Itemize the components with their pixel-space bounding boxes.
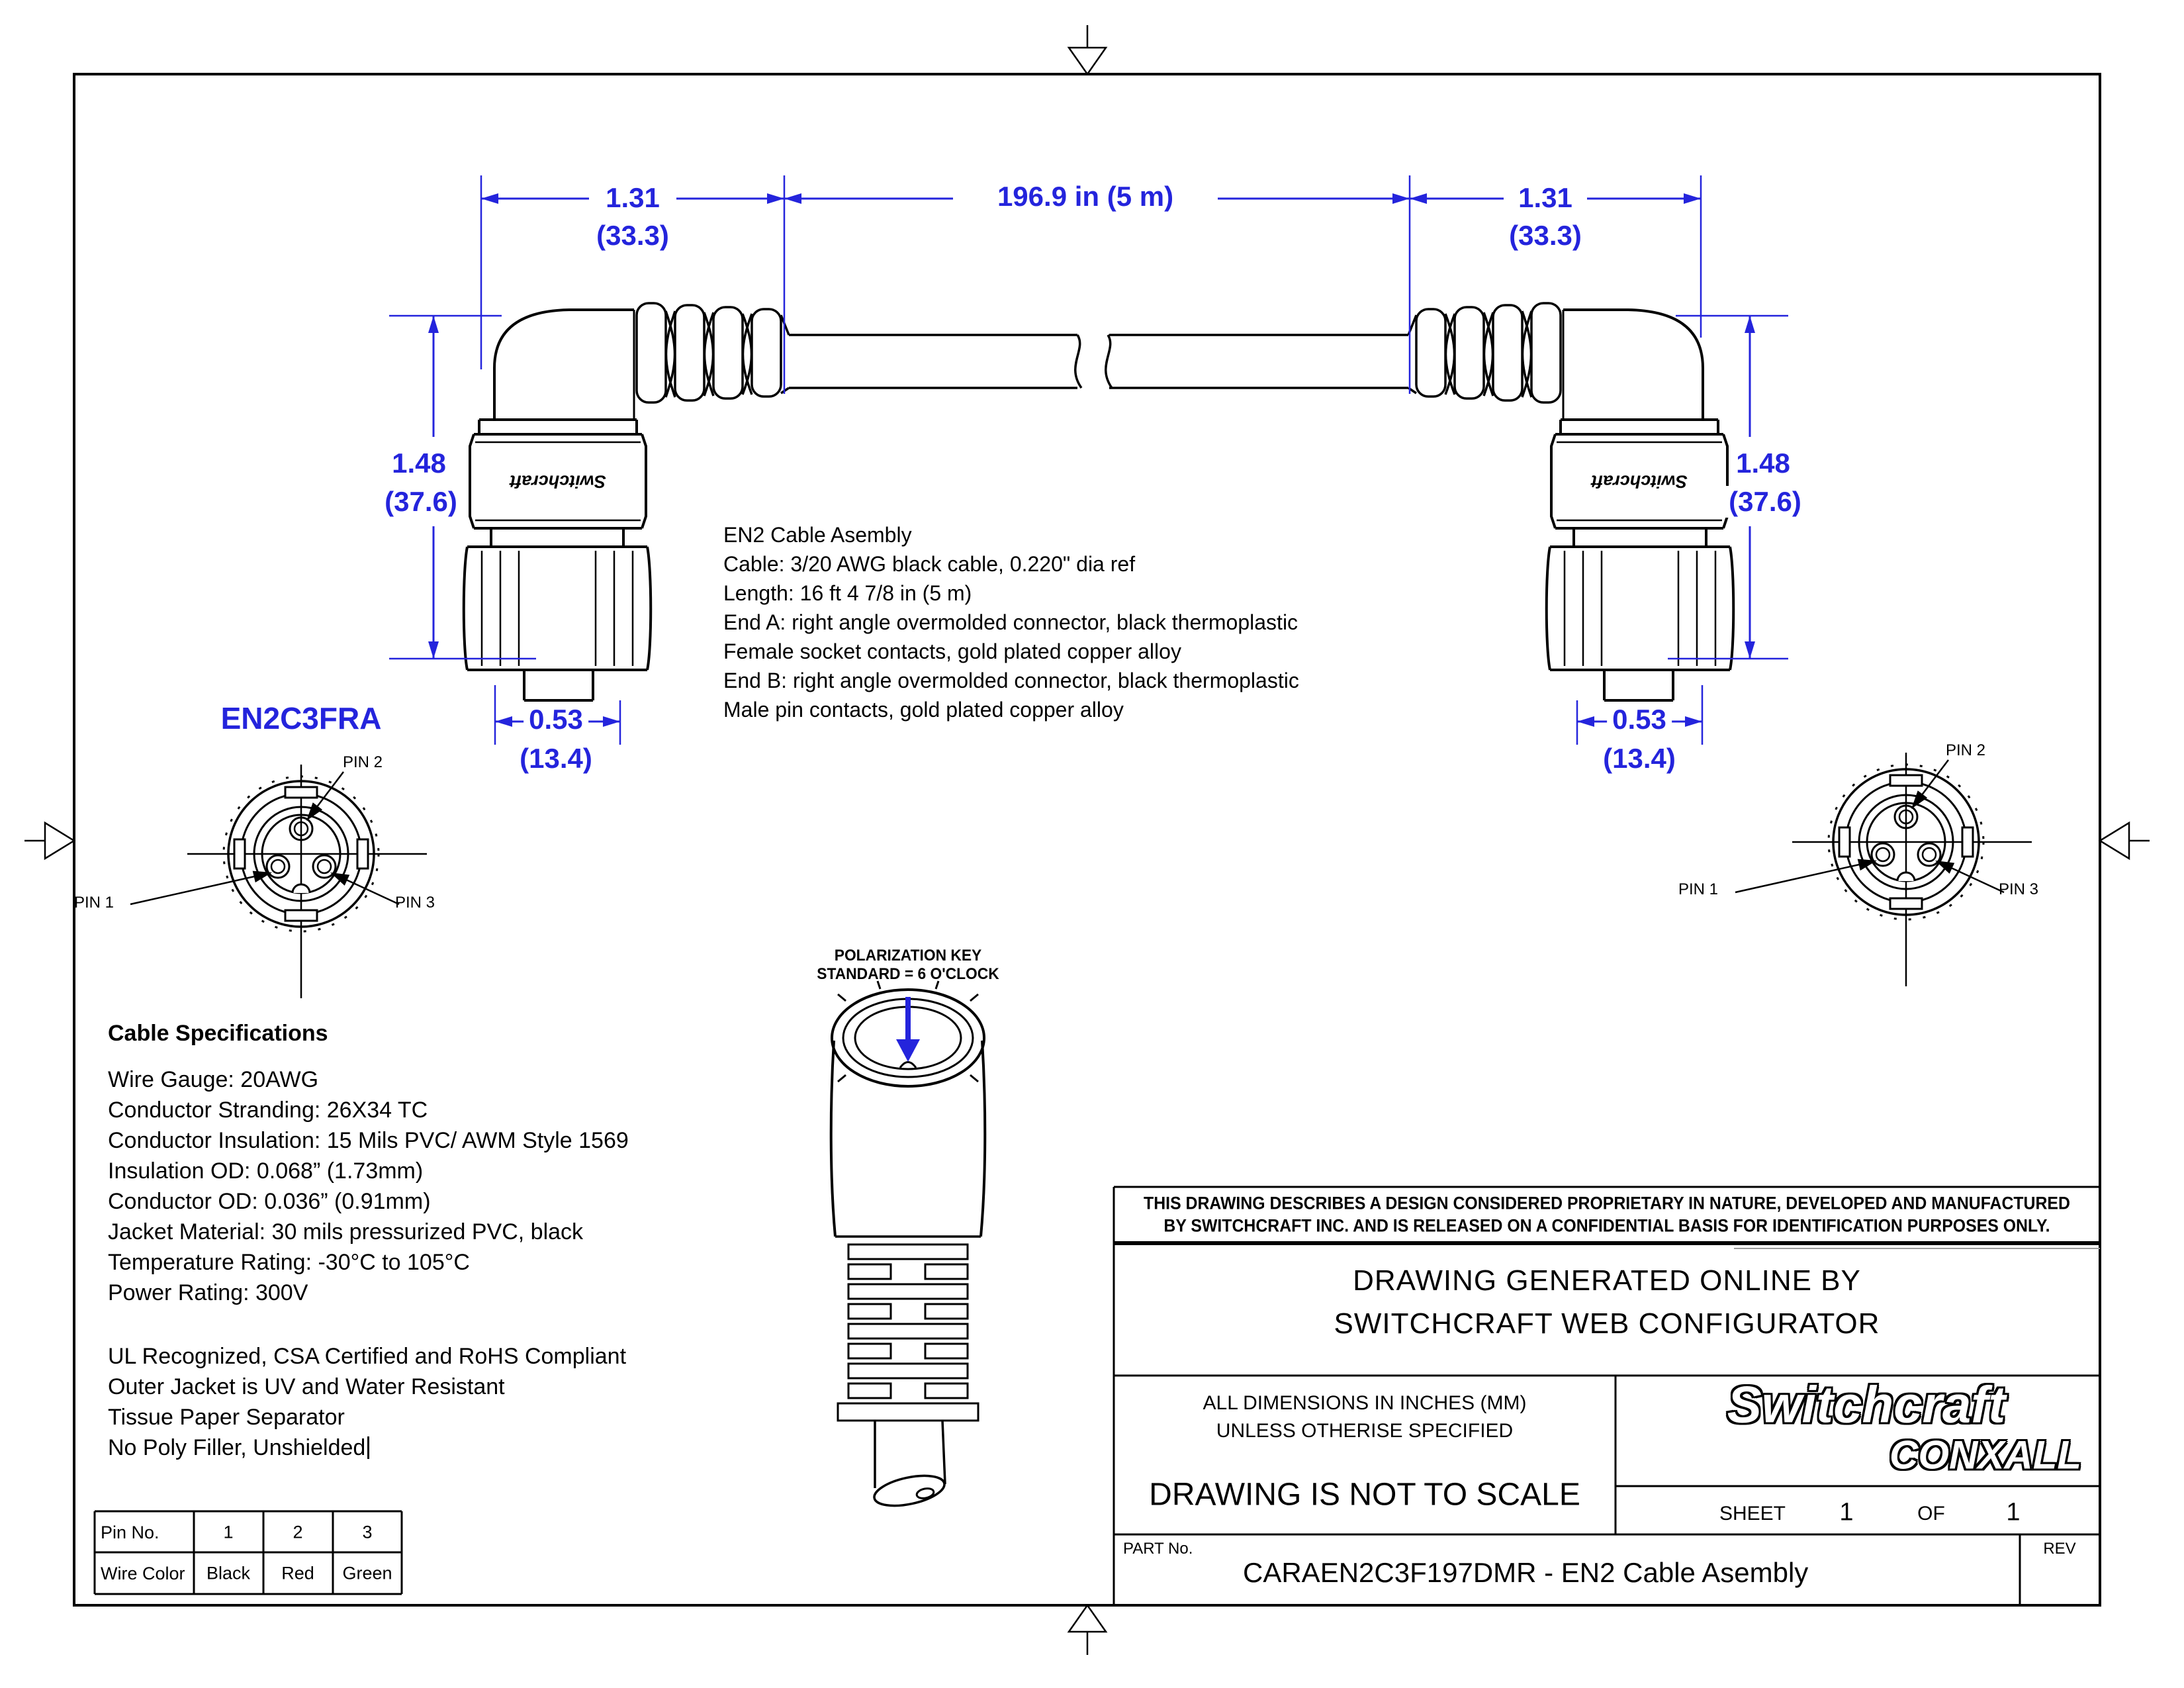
conxall-logo: CONXALL — [1889, 1432, 2081, 1477]
end-a-pin-face — [130, 765, 427, 998]
dim-end-a-length-mm: (33.3) — [591, 220, 674, 252]
spec-line: Power Rating: 300V — [108, 1280, 308, 1305]
description-line: Female socket contacts, gold plated copper alloy — [723, 639, 1181, 663]
sheet-label: SHEET — [1719, 1503, 1786, 1524]
polarization-note — [817, 947, 999, 984]
dim-end-a-tip-in: 0.53 — [523, 704, 588, 735]
dim-end-b-length-in: 1.31 — [1513, 182, 1578, 214]
spec-line: Conductor Stranding: 26X34 TC — [108, 1098, 428, 1123]
dims-units-note-line2: UNLESS OTHERISE SPECIFIED — [1216, 1420, 1514, 1442]
pin-table-header-wire-color: Wire Color — [101, 1564, 185, 1583]
dims-units-note-line1: ALL DIMENSIONS IN INCHES (MM) — [1203, 1392, 1527, 1414]
cable-break-mark — [1075, 335, 1081, 388]
sheet-of-number: 1 — [2006, 1498, 2021, 1526]
end-a-pin3-label: PIN 3 — [395, 894, 435, 912]
part-number: CARAEN2C3F197DMR - EN2 Cable Asembly — [1243, 1557, 1809, 1588]
cable-run — [789, 335, 1408, 388]
end-a-pin1-label: PIN 1 — [74, 894, 114, 912]
dim-end-b-tip-mm: (13.4) — [1598, 743, 1681, 774]
pin-table-pin-1: 1 — [223, 1522, 234, 1542]
pin-table-header-pin-no: Pin No. — [101, 1523, 159, 1542]
dim-end-b-tip-in: 0.53 — [1607, 704, 1672, 735]
dim-overall-length: 196.9 in (5 m) — [992, 181, 1179, 212]
spec-line: Temperature Rating: -30°C to 105°C — [108, 1250, 470, 1275]
spec-line: Insulation OD: 0.068” (1.73mm) — [108, 1158, 424, 1184]
description-line: EN2 Cable Asembly — [723, 523, 912, 547]
rev-label: REV — [2043, 1540, 2076, 1558]
sheet-number: 1 — [1839, 1498, 1854, 1526]
spec-note: UL Recognized, CSA Certified and RoHS Compliant — [108, 1344, 627, 1369]
cable-specs-title: Cable Specifications — [108, 1021, 328, 1046]
generated-by-line1: DRAWING GENERATED ONLINE BY — [1353, 1264, 1861, 1297]
spec-note: Tissue Paper Separator — [108, 1405, 345, 1430]
pin-table-color-3: Green — [342, 1563, 392, 1583]
end-b-pin3-label: PIN 3 — [1999, 880, 2039, 898]
part-no-label: PART No. — [1123, 1540, 1193, 1558]
spec-note: No Poly Filler, Unshielded — [108, 1435, 369, 1461]
polarization-key-view — [831, 981, 985, 1511]
description-line: End B: right angle overmolded connector, black thermoplastic — [723, 669, 1299, 692]
dim-end-b-height-mm: (37.6) — [1723, 486, 1807, 518]
polarization-note-line1: POLARIZATION KEY — [834, 947, 982, 964]
not-to-scale-note: DRAWING IS NOT TO SCALE — [1149, 1477, 1580, 1513]
description-line: Length: 16 ft 4 7/8 in (5 m) — [723, 581, 972, 605]
proprietary-notice-line2: BY SWITCHCRAFT INC. AND IS RELEASED ON A CONFIDENTIAL BASIS FOR IDENTIFICATION PURPOSES ONLY. — [1163, 1215, 2050, 1236]
pin-table-pin-3: 3 — [362, 1522, 373, 1542]
pin-table-color-2: Red — [281, 1563, 314, 1583]
end-b-pin1-label: PIN 1 — [1678, 880, 1719, 898]
pin-table-color-1: Black — [206, 1563, 251, 1583]
spec-line: Conductor OD: 0.036” (0.91mm) — [108, 1189, 431, 1214]
dim-end-a-height-mm: (37.6) — [379, 486, 463, 518]
dim-end-b-height-in: 1.48 — [1731, 447, 1796, 479]
dim-end-a-length-in: 1.31 — [600, 182, 665, 214]
generated-by-line2: SWITCHCRAFT WEB CONFIGURATOR — [1334, 1307, 1880, 1340]
connector-model-label: EN2C3FRA — [220, 701, 382, 735]
end-b-pin2-label: PIN 2 — [1946, 741, 1986, 759]
pin-table-pin-2: 2 — [293, 1522, 303, 1542]
proprietary-notice-line1: THIS DRAWING DESCRIBES A DESIGN CONSIDERED PROPRIETARY IN NATURE, DEVELOPED AND MANUFACTURED — [1144, 1193, 2070, 1213]
description-line: End A: right angle overmolded connector, black thermoplastic — [723, 610, 1298, 634]
molded-brand-text-end-a: Switchcraft — [510, 471, 606, 492]
dim-end-b-length-mm: (33.3) — [1504, 220, 1587, 252]
end-b-connector-side — [1408, 303, 1733, 700]
spec-line: Wire Gauge: 20AWG — [108, 1067, 319, 1092]
end-b-pin-face — [1735, 753, 2032, 986]
dim-end-a-height-in: 1.48 — [387, 447, 451, 479]
switchcraft-logo: Switchcraft — [1727, 1375, 2006, 1434]
spec-line: Jacket Material: 30 mils pressurized PVC, black — [108, 1219, 584, 1244]
cable-break-mark — [1106, 335, 1112, 388]
sheet-of-label: OF — [1917, 1503, 1945, 1524]
end-a-pin2-label: PIN 2 — [343, 753, 383, 771]
molded-brand-text-end-b: Switchcraft — [1591, 471, 1688, 492]
polarization-note-line2: STANDARD = 6 O'CLOCK — [817, 965, 999, 983]
spec-note: Outer Jacket is UV and Water Resistant — [108, 1374, 505, 1399]
dim-end-a-tip-mm: (13.4) — [514, 743, 598, 774]
assembly-description — [723, 520, 1299, 724]
spec-line: Conductor Insulation: 15 Mils PVC/ AWM Style 1569 — [108, 1128, 629, 1153]
description-line: Male pin contacts, gold plated copper alloy — [723, 698, 1124, 722]
description-line: Cable: 3/20 AWG black cable, 0.220" dia ref — [723, 552, 1136, 576]
